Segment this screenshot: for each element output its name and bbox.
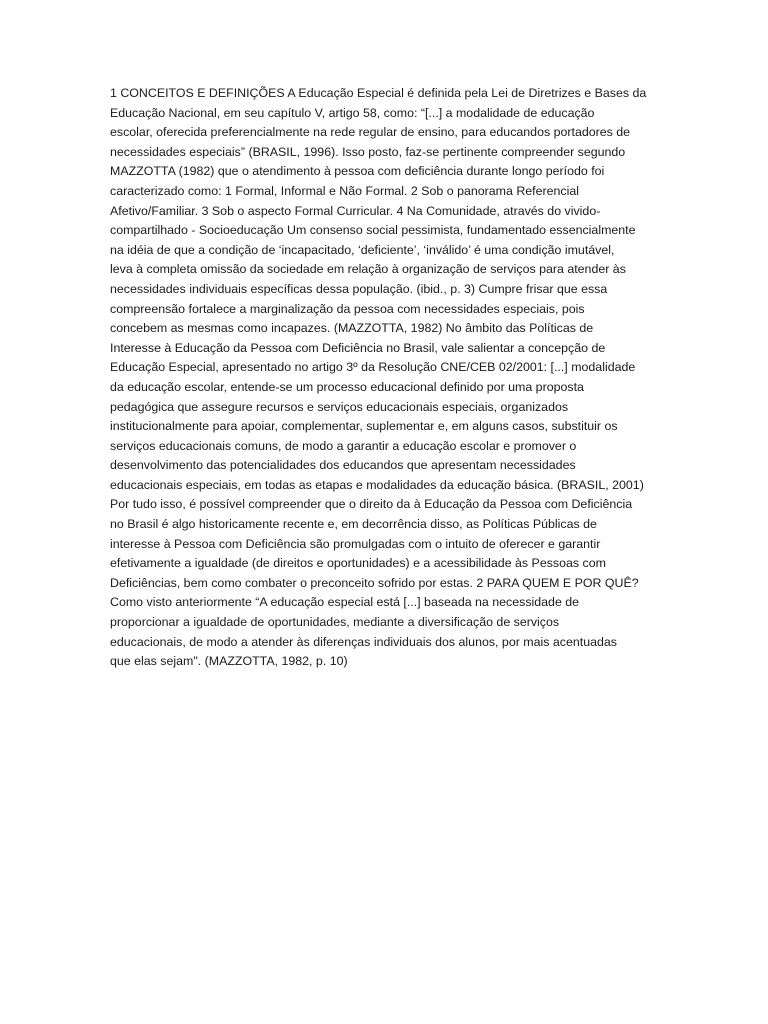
text-line: Como visto anteriormente “A educação especial está [...] baseada na necessidade de — [110, 595, 580, 610]
text-line: MAZZOTTA (1982) que o atendimento à pessoa com deficiência durante longo período foi — [110, 164, 605, 179]
text-line: que elas sejam". (MAZZOTTA, 1982, p. 10) — [110, 654, 348, 669]
document-body-text — [110, 84, 658, 672]
text-line: proporcionar a igualdade de oportunidades, mediante a diversificação de serviços — [110, 615, 560, 630]
text-line: educacionais especiais, em todas as etapas e modalidades da educação básica. (BRASIL, 2001) — [110, 477, 644, 492]
text-line: na idéia de que a condição de ‘incapacitado, ‘deficiente’, ‘inválido’ é uma condição imutável, — [110, 242, 615, 257]
text-line: escolar, oferecida preferencialmente na rede regular de ensino, para educandos portadores de — [110, 125, 631, 140]
text-line: efetivamente a igualdade (de direitos e oportunidades) e a acessibilidade às Pessoas com — [110, 556, 606, 571]
text-line: Educação Nacional, em seu capítulo V, artigo 58, como: “[...] a modalidade de educação — [110, 105, 595, 120]
text-line: desenvolvimento das potencialidades dos educandos que apresentam necessidades — [110, 458, 576, 473]
text-line: compartilhado - Socioeducação Um consenso social pessimista, fundamentado essencialmente — [110, 223, 636, 238]
text-line: caracterizado como: 1 Formal, Informal e Não Formal. 2 Sob o panorama Referencial — [110, 183, 579, 198]
text-line: da educação escolar, entende-se um processo educacional definido por uma proposta — [110, 379, 584, 394]
text-line: educacionais, de modo a atender às diferenças individuais dos alunos, por mais acentuadas — [110, 634, 617, 649]
text-line: Por tudo isso, é possível compreender que o direito da à Educação da Pessoa com Deficiência — [110, 497, 633, 512]
text-line: serviços educacionais comuns, de modo a garantir a educação escolar e promover o — [110, 438, 577, 453]
text-line: 1 CONCEITOS E DEFINIÇÕES A Educação Especial é definida pela Lei de Diretrizes e Bases da — [110, 86, 647, 100]
text-line: necessidades especiais” (BRASIL, 1996). Isso posto, faz-se pertinente compreender segundo — [110, 144, 626, 159]
text-line: concebem as mesmas como incapazes. (MAZZOTTA, 1982) No âmbito das Políticas de — [110, 321, 594, 336]
text-line: compreensão fortalece a marginalização da pessoa com necessidades especiais, pois — [110, 301, 585, 316]
text-line: necessidades individuais específicas dessa população. (ibid., p. 3) Cumpre frisar que essa — [110, 281, 608, 296]
text-line: no Brasil é algo historicamente recente e, em decorrência disso, as Políticas Públicas de — [110, 517, 597, 532]
text-line: pedagógica que assegure recursos e serviços educacionais especiais, organizados — [110, 399, 569, 414]
text-line: Interesse à Educação da Pessoa com Deficiência no Brasil, vale salientar a concepção de — [110, 340, 606, 355]
text-line: Afetivo/Familiar. 3 Sob o aspecto Formal Curricular. 4 Na Comunidade, através do vivido- — [110, 203, 601, 218]
text-line: institucionalmente para apoiar, complementar, suplementar e, em alguns casos, substituir os — [110, 419, 618, 434]
text-line: interesse à Pessoa com Deficiência são promulgadas com o intuito de oferecer e garantir — [110, 536, 601, 551]
text-line: leva à completa omissão da sociedade em relação à organização de serviços para atender às — [110, 262, 626, 277]
text-line: Deficiências, bem como combater o preconceito sofrido por estas. 2 PARA QUEM E POR QUÊ? — [110, 575, 639, 590]
text-line: Educação Especial, apresentado no artigo 3º da Resolução CNE/CEB 02/2001: [...] modalidade — [110, 360, 636, 375]
